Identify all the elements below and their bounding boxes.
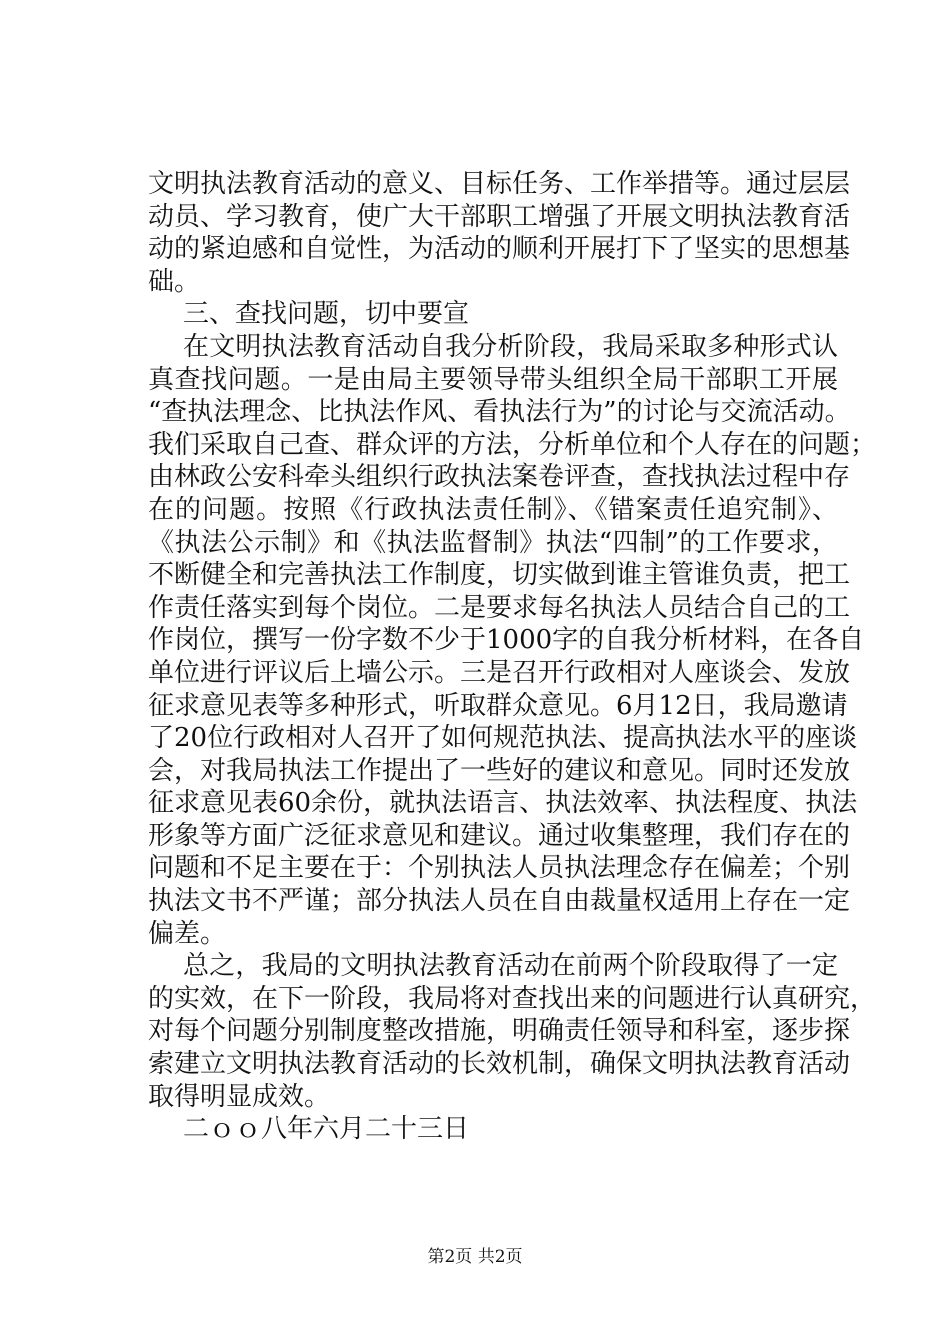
text-line: 执法文书不严谨；部分执法人员在自由裁量权适用上存在一定	[148, 886, 851, 917]
text-line: 不断健全和完善执法工作制度，切实做到谁主管谁负责，把工	[148, 560, 851, 591]
text-line: 形象等方面广泛征求意见和建议。通过收集整理，我们存在的	[148, 820, 851, 851]
text-line: 征求意见表60余份，就执法语言、执法效率、执法程度、执法	[148, 788, 858, 819]
text-line: 会，对我局执法工作提出了一些好的建议和意见。同时还发放	[148, 755, 851, 786]
text-line: 《执法公示制》和《执法监督制》执法“四制”的工作要求，	[148, 527, 838, 558]
text-line: 作责任落实到每个岗位。二是要求每名执法人员结合自己的工	[148, 592, 851, 623]
text-line: 取得明显成效。	[148, 1081, 331, 1112]
text-line: 文明执法教育活动的意义、目标任务、工作举措等。通过层层	[148, 169, 851, 199]
text-line: 真查找问题。一是由局主要领导带头组织全局干部职工开展	[148, 364, 838, 395]
text-line: 了20位行政相对人召开了如何规范执法、提高执法水平的座谈	[148, 723, 858, 754]
text-line: 由林政公安科牵头组织行政执法案卷评查，查找执法过程中存	[148, 462, 851, 493]
text-line: 索建立文明执法教育活动的长效机制，确保文明执法教育活动	[148, 1049, 851, 1080]
text-line: 单位进行评议后上墙公示。三是召开行政相对人座谈会、发放	[148, 657, 851, 688]
text-line: 的实效，在下一阶段，我局将对查找出来的问题进行认真研究，	[148, 983, 877, 1014]
text-line: 问题和不足主要在于：个别执法人员执法理念存在偏差；个别	[148, 853, 851, 884]
text-line: 动员、学习教育，使广大干部职工增强了开展文明执法教育活	[148, 201, 851, 232]
text-line: 动的紧迫感和自觉性，为活动的顺利开展打下了坚实的思想基	[148, 234, 851, 265]
text-line: 征求意见表等多种形式，听取群众意见。6月12日，我局邀请	[148, 690, 848, 721]
text-line: “查执法理念、比执法作风、看执法行为”的讨论与交流活动。	[148, 397, 851, 428]
text-line: 二ｏｏ八年六月二十三日	[183, 1114, 470, 1145]
text-line: 作岗位，撰写一份字数不少于1000字的自我分析材料，在各自	[148, 625, 865, 656]
text-line: 三、查找问题，切中要宣	[183, 299, 470, 330]
text-line: 在的问题。按照《行政执法责任制》、《错案责任追究制》、	[148, 494, 838, 525]
page-number-footer: 第2页 共2页	[427, 1247, 523, 1267]
document-body	[148, 168, 877, 1146]
text-line: 我们采取自己查、群众评的方法，分析单位和个人存在的问题；	[148, 429, 877, 460]
text-line: 总之，我局的文明执法教育活动在前两个阶段取得了一定	[183, 951, 838, 982]
text-line: 础。	[148, 266, 201, 297]
text-line: 对每个问题分别制度整改措施，明确责任领导和科室，逐步探	[148, 1016, 851, 1047]
text-line: 在文明执法教育活动自我分析阶段，我局采取多种形式认	[183, 331, 838, 362]
text-line: 偏差。	[148, 918, 227, 949]
